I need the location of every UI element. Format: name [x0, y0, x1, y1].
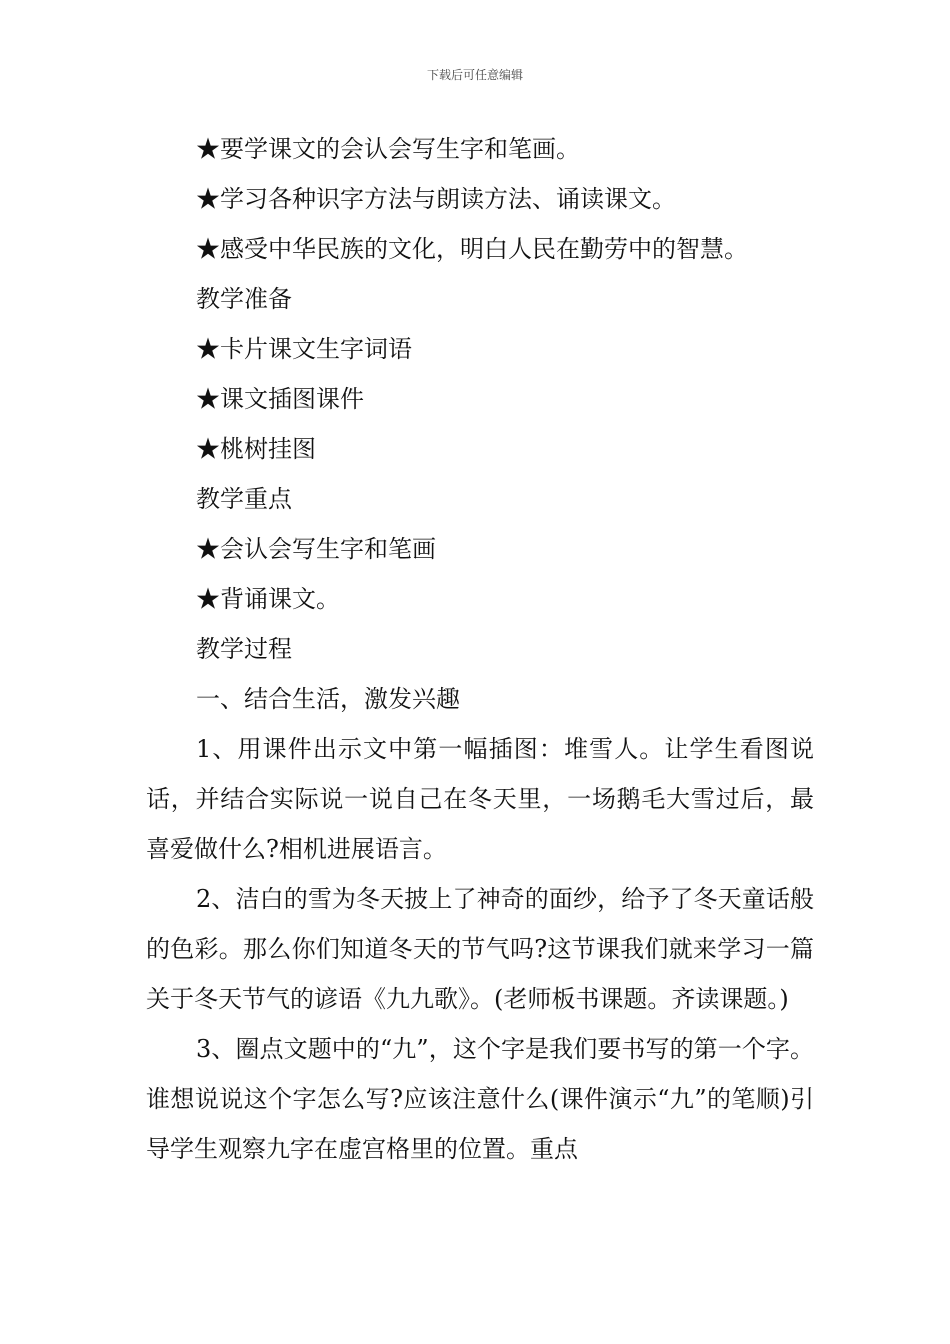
- process-step-heading: 一、结合生活，激发兴趣: [196, 685, 460, 713]
- paragraph-2: 2、洁白的雪为冬天披上了神奇的面纱，给予了冬天童话般的色彩。那么你们知道冬天的节气吗?这节课我们就来学习一篇关于冬天节气的谚语《九九歌》。(老师板书课题。齐读课题。): [146, 885, 814, 1013]
- objective-line-1: ★要学课文的会认会写生字和笔画。: [196, 135, 580, 163]
- section-heading-key-points: 教学重点: [196, 485, 292, 513]
- preparation-item-3: ★桃树挂图: [196, 435, 316, 463]
- preparation-item-1: ★卡片课文生字词语: [196, 335, 412, 363]
- key-point-item-1: ★会认会写生字和笔画: [196, 535, 436, 563]
- section-heading-preparation: 教学准备: [196, 285, 292, 313]
- paragraph-3: 3、圈点文题中的“九”，这个字是我们要书写的第一个字。谁想说说这个字怎么写?应该注意什么(课件演示“九”的笔顺)引导学生观察九字在虚宫格里的位置。重点: [146, 1035, 814, 1163]
- objective-line-3: ★感受中华民族的文化，明白人民在勤劳中的智慧。: [196, 235, 748, 263]
- page-header-note: 下载后可任意编辑: [426, 68, 523, 82]
- section-heading-process: 教学过程: [196, 635, 292, 663]
- key-point-item-2: ★背诵课文。: [196, 585, 340, 613]
- document-body: [146, 124, 814, 1174]
- paragraph-1: 1、用课件出示文中第一幅插图：堆雪人。让学生看图说话，并结合实际说一说自己在冬天里，一场鹅毛大雪过后，最喜爱做什么?相机进展语言。: [146, 735, 814, 863]
- objective-line-2: ★学习各种识字方法与朗读方法、诵读课文。: [196, 185, 676, 213]
- preparation-item-2: ★课文插图课件: [196, 385, 364, 413]
